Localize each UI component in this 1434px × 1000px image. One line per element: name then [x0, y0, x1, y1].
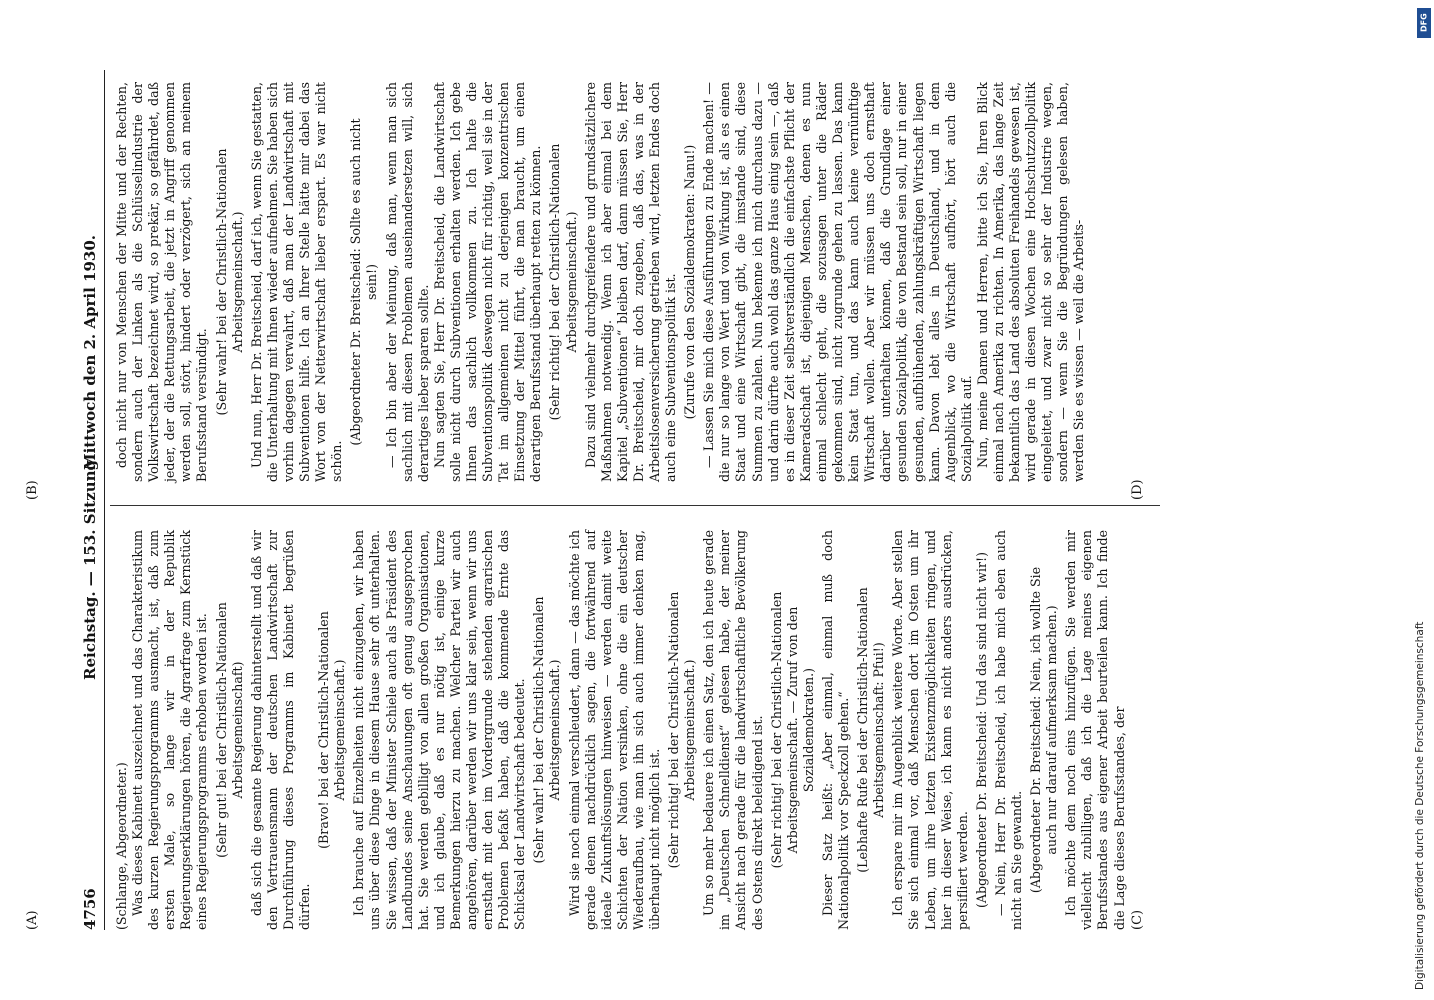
paragraph: Und nun, Herr Dr. Breitscheid, darf ich, wenn Sie gestatten, die Unterhaltung mit Ihnen wieder aufnehmen. Sie haben sich vorhin dagegen verwahrt, daß man der Landwirtschaft mit Subventionen hilfe. Ich an Ihrer Stelle hätte mir dabei das Wort von der Netterwirtschaft lieber erspart. Es war nicht schön. [248, 82, 345, 482]
interjection: (Zurufe von den Sozialdemokraten: Nanu!) [682, 144, 698, 420]
dfg-logo [1417, 8, 1431, 38]
interjection: (Lebhafte Rufe bei der Christlich-Nationalen Arbeitsgemeinschaft: Pfui!) [855, 587, 887, 873]
paragraph: Ich erspare mir im Augenblick weitere Worte. Aber stellen Sie sich einmal vor, daß Menschen dort im Osten um ihr Leben, um ihre letzten Existenzmöglichkeiten ringen, und hier in dieser Weise, ich kann es nicht anders ausdrücken, persifliert werden. [890, 530, 970, 930]
paragraph: — Nein, Herr Dr. Breitscheid, ich habe mich eben auch nicht an Sie gewandt. [992, 530, 1024, 930]
interjection: (Sehr richtig! bei der Christlich-Nationalen Arbeitsgemeinschaft.) [666, 591, 698, 869]
paragraph: Wird sie noch einmal verschleudert, dann — das möchte ich gerade denen nachdrücklich sagen, die fortwährend auf ideale Zukunftslösungen hinweisen — werden damit weite Schichten der Nation versinken, ohne die ein deutscher Wiederaufbau, wie man ihn sich auch immer denken mag, überhaupt nicht möglich ist. [566, 530, 662, 930]
interjection: (Sehr richtig! bei der Christlich-Nationalen Arbeitsgemeinschaft. — Zuruf von den Sozialdemokraten.) [768, 591, 816, 869]
page-header [80, 70, 105, 930]
interjection: (Sehr wahr! bei der Christlich-Nationalen Arbeitsgemeinschaft.) [213, 148, 245, 416]
interjection: (Abgeordneter Dr. Breitscheid: Nein, ich wollte Sie auch nur darauf aufmerksam machen.) [1028, 566, 1060, 894]
interjection: (Abgeordneter Dr. Breitscheid: Und das sind nicht wir!) [973, 552, 989, 908]
interjection: (Sehr wahr! bei der Christlich-Nationalen Arbeitsgemeinschaft.) [531, 596, 563, 864]
paragraph: Ich brauche auf Einzelheiten nicht einzugehen, wir haben uns über diese Dinge in diesem Hause sehr oft unterhalten. Sie wissen, daß der Minister Schiele auch als Präsident des Landbundes seine Anschauungen oft genug ausgesprochen hat. Sie werden gebilligt von allen großen Organisationen, und ich glaube, daß es nur nötig ist, einige kurze Bemerkungen hierzu zu machen. Welcher Partei wir auch angehören, darüber werden wir uns klar sein, wenn wir uns ernsthaft mit den im Vordergrunde stehenden agrarischen Problemen befaßt haben, daß die kommende Ernte das Schicksal der Landwirtschaft bedeutet. [351, 530, 528, 930]
paragraph: Nun, meine Damen und Herren, bitte ich Sie, Ihren Blick einmal nach Amerika zu richten. In Amerika, das lange Zeit bekanntlich das Land des absoluten Freihandels gewesen ist, wird gerade in diesen Wochen eine Hochschutzzollpolitik eingeleitet, und zwar nicht so sehr der Industrie wegen, sondern — wenn Sie die Begründungen gelesen haben, werden Sie es wissen — weil die Arbeits- [974, 82, 1087, 482]
column-divider [110, 505, 1160, 506]
paragraph: daß sich die gesamte Regierung dahinterstellt und daß wir den Vertrauensmann der deutschen Landwirtschaft zur Durchführung dieses Programms im Kabinett begrüßen dürfen. [248, 530, 313, 930]
margin-mark-d: (D) [1130, 479, 1145, 500]
interjection: (Bravo! bei der Christlich-Nationalen Arbeitsgemeinschaft.) [316, 611, 348, 849]
paragraph: Nun sagten Sie, Herr Dr. Breitscheid, die Landwirtschaft solle nicht durch Subventionen erhalten werden. Ich gebe Ihnen das sachlich vollkommen zu. Ich halte die Subventionspolitik deswegen nicht für richtig, weil sie in der Tat im allgemeinen nicht zu derjenigen konzentrischen Einsetzung der Mittel führt, die man braucht, um einen derartigen Berufsstand überhaupt retten zu können. [431, 82, 544, 482]
paragraph: Ich möchte dem noch eins hinzufügen. Sie werden mir vielleicht zubilligen, daß ich die Lage meines eigenen Berufsstandes aus eigener Arbeit beurteilen kann. Ich finde die Lage dieses Berufsstandes, der [1063, 530, 1127, 930]
paragraph: — Ich bin aber der Meinung, daß man, wenn man sich sachlich mit diesen Problemen auseinandersetzen will, sich derartiges lieber sparen sollte. [383, 82, 431, 482]
interjection: (Sehr richtig! bei der Christlich-Nationalen Arbeitsgemeinschaft.) [547, 143, 579, 421]
paragraph: Dazu sind vielmehr durchgreifendere und grundsätzlichere Maßnahmen notwendig. Wenn ich aber einmal bei dem Kapitel „Subventionen“ bleiben darf, dann müssen Sie, Herr Dr. Breitscheid, mir doch zugeben, daß das, was in der Arbeitslosenversicherung getrieben wird, letzten Endes doch auch eine Subventionspolitik ist. [582, 82, 679, 482]
paragraph: Dieser Satz heißt: „Aber einmal, einmal muß doch Nationalpolitik vor Speckzoll gehen.“ [819, 530, 852, 930]
margin-mark-a: (A) [25, 910, 40, 930]
page-number: 4756 [81, 888, 99, 930]
interjection: (Abgeordneter Dr. Breitscheid: Sollte es auch nicht sein!) [348, 118, 380, 446]
margin-mark-c: (C) [1130, 909, 1145, 930]
margin-mark-b: (B) [25, 480, 40, 500]
paragraph: — Lassen Sie mich diese Ausführungen zu Ende machen! — die nur so lange von Wert und von Wirkung ist, als es einen Staat und eine Wirtschaft gibt, die imstande sind, diese Summen zu zahlen. Nun bekenne ich mich durchaus dazu — und darin dürfte auch wohl das ganze Haus einig sein —, daß es in dieser Zeit selbstverständlich die einfachste Pflicht der Kameradschaft ist, diejenigen Menschen, denen es nun einmal schlecht geht, die sozusagen unter die Räder gekommen sind, nicht zugrunde gehen zu lassen. Das kann kein Staat tun, und das kann auch keine vernünftige Wirtschaft wollen. Aber wir müssen uns doch ernsthaft darüber unterhalten können, daß die Grundlage einer gesunden Sozialpolitik, die von Bestand sein soll, nur in einer gesunden, aufblühenden, zahlungskräftigen Wirtschaft liegen kann. Davon lebt alles in Deutschland, und in dem Augenblick, wo die Wirtschaft aufhört, hört auch die Sozialpolitik auf. [701, 82, 974, 482]
right-column [114, 82, 1088, 482]
speaker-line: (Schlange, Abgeordneter.) [114, 762, 129, 930]
paragraph: Um so mehr bedauere ich einen Satz, den ich heute gerade im „Deutschen Schnelldienst“ gelesen habe, der meiner Ansicht nach gerade für die landwirtschaftliche Bevölkerung des Ostens direkt beleidigend ist. [701, 530, 765, 930]
paragraph: doch nicht nur von Menschen der Mitte und der Rechten, sondern auch der Linken als die Schlüsselindustrie der Volkswirtschaft bezeichnet wird, so prekär, so gefährdet, daß jeder, der die Rettungsarbeit, die jetzt in Angriff genommen werden soll, stört, hindert oder verzögert, sich an meinem Berufsstand versündigt. [114, 82, 210, 482]
dfg-logo-text: DFG [1419, 13, 1429, 33]
credit-text: Digitalisierung gefördert durch die Deutsche Forschungsgemeinschaft [1414, 621, 1426, 990]
digitization-credit [1414, 622, 1426, 990]
rotated-page [25, 70, 1170, 930]
session-title: Reichstag. — 153. Sitzung. [81, 454, 99, 680]
session-date: Mittwoch den 2. April 1930. [81, 235, 99, 470]
left-column [114, 530, 1128, 930]
interjection: (Sehr gut! bei der Christlich-Nationalen Arbeitsgemeinschaft) [213, 602, 245, 858]
paragraph: Was dieses Kabinett auszeichnet und das Charakteristikum des kurzen Regierungsprogramms ausmacht, ist, daß zum ersten Male, so lange wir in der Republik Regierungserklärungen hören, die Agrarfrage zum Kernstück eines Regierungsprogramms erhoben worden ist. [130, 530, 210, 930]
